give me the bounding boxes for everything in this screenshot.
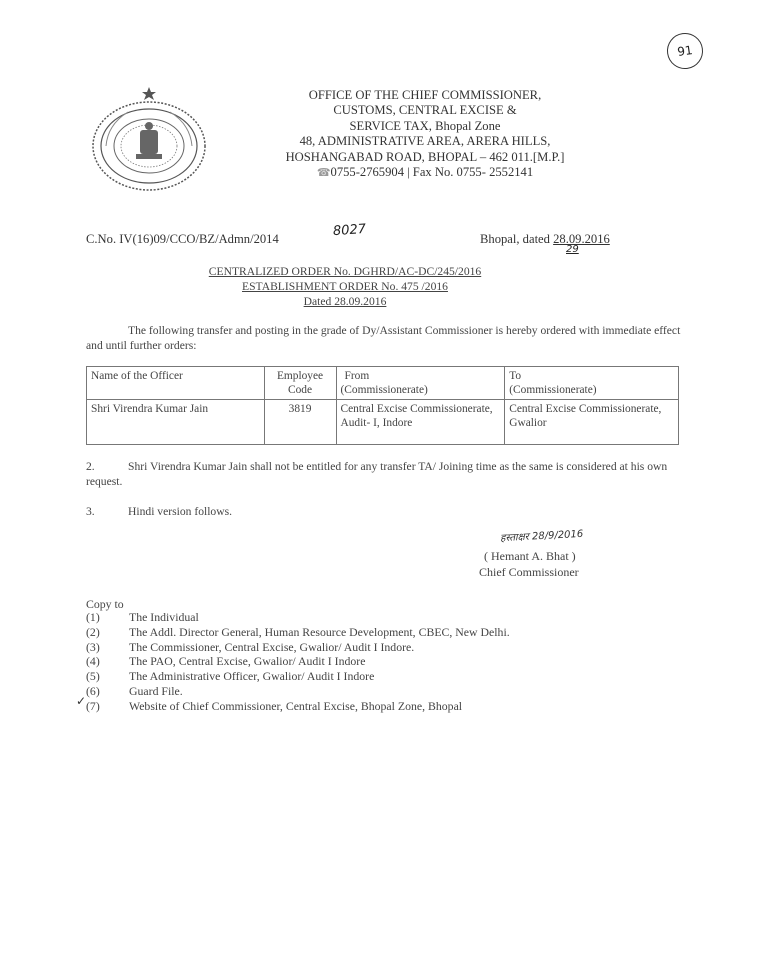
signatory-name: ( Hemant A. Bhat ) <box>484 549 576 563</box>
office-line: OFFICE OF THE CHIEF COMMISSIONER, <box>308 88 542 102</box>
cell-employee-code: 3819 <box>264 400 336 445</box>
reference-number: C.No. IV(16)09/CCO/BZ/Admn/2014 <box>86 232 279 246</box>
office-address-block <box>240 88 610 180</box>
intro-paragraph: The following transfer and posting in the grade of Dy/Assistant Commissioner is hereby ordered with immediate effect and until further orders: <box>86 324 681 352</box>
handwritten-date: 29 <box>566 244 579 255</box>
dated-label: Bhopal, dated <box>480 232 550 246</box>
dated-value: 28.09.2016 <box>553 232 610 246</box>
para-text: Hindi version follows. <box>128 505 233 518</box>
list-item: (4) The PAO, Central Excise, Gwalior/ Audit I Indore <box>86 654 366 669</box>
phone-icon: ☎ <box>316 166 331 180</box>
cell-officer-name: Shri Virendra Kumar Jain <box>87 400 265 445</box>
list-item: (7) Website of Chief Commissioner, Central Excise, Bhopal Zone, Bhopal <box>86 698 463 713</box>
handwritten-ref-number: 8027 <box>332 221 367 240</box>
header-to: To (Commissionerate) <box>505 367 679 400</box>
office-line: HOSHANGABAD ROAD, BHOPAL – 462 011.[M.P.] <box>285 149 565 164</box>
list-item: (1) The Individual <box>86 610 199 624</box>
page-number-stamp: 91 <box>665 31 706 72</box>
copy-list <box>86 610 510 714</box>
check-mark-icon: ✓ <box>76 694 87 708</box>
copy-to-heading: Copy to <box>86 597 124 611</box>
office-line: 48, ADMINISTRATIVE AREA, ARERA HILLS, <box>299 134 551 149</box>
transfer-table <box>86 366 679 445</box>
dated-line <box>480 232 610 247</box>
cell-from: Central Excise Commissionerate, Audit- I, Indore <box>336 400 505 445</box>
signatory-title: Chief Commissioner <box>479 565 579 579</box>
table-header-row <box>87 367 679 400</box>
header-name: Name of the Officer <box>87 367 265 400</box>
table-row <box>87 400 679 445</box>
paragraph-2 <box>86 459 686 489</box>
order-heading <box>160 264 530 309</box>
para-number: 2. <box>86 460 95 473</box>
header-code: Employee Code <box>264 367 336 400</box>
list-item: (6) Guard File. <box>86 683 183 698</box>
paragraph-3 <box>86 505 232 518</box>
list-item: (3) The Commissioner, Central Excise, Gwalior/ Audit I Indore. <box>86 639 415 654</box>
handwritten-signature: हस्ताक्षर 28/9/2016 <box>499 528 584 545</box>
cell-to: Central Excise Commissionerate, Gwalior <box>505 400 679 445</box>
para-text: Shri Virendra Kumar Jain shall not be entitled for any transfer TA/ Joining time as the same is considered at his own request. <box>86 460 668 488</box>
list-item: (5) The Administrative Officer, Gwalior/ Audit I Indore <box>86 669 375 684</box>
office-line: CUSTOMS, CENTRAL EXCISE & <box>333 103 517 118</box>
cbec-emblem-icon <box>88 84 210 196</box>
header-from: From (Commissionerate) <box>336 367 505 400</box>
establishment-order: ESTABLISHMENT ORDER No. 475 /2016 <box>242 280 448 293</box>
centralized-order: CENTRALIZED ORDER No. DGHRD/AC-DC/245/2016 <box>208 265 482 278</box>
office-contact <box>240 165 610 180</box>
list-item: (2) The Addl. Director General, Human Resource Development, CBEC, New Delhi. <box>86 624 510 639</box>
office-line: SERVICE TAX, Bhopal Zone <box>349 118 501 133</box>
contact-text: 0755-2765904 | Fax No. 0755- 2552141 <box>330 165 534 180</box>
para-number: 3. <box>86 505 95 518</box>
order-date: Dated 28.09.2016 <box>303 295 387 308</box>
